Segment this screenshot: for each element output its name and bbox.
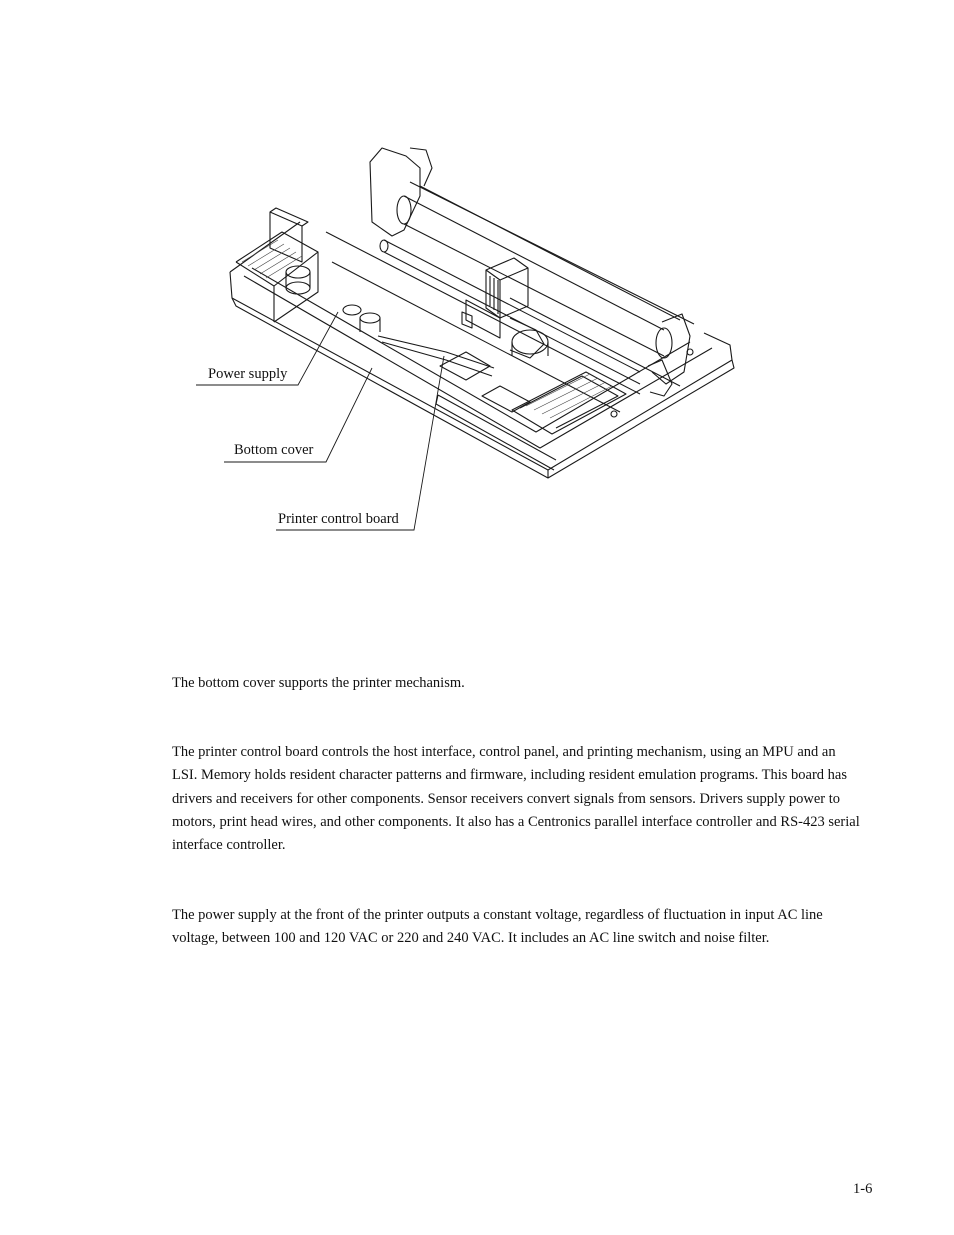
bottom-cover-paragraph: The bottom cover supports the printer mechanism.: [172, 675, 465, 691]
bottom-cover-label: Bottom cover: [234, 442, 314, 458]
power-supply-label: Power supply: [208, 366, 288, 382]
page-number: 1-6: [853, 1181, 873, 1197]
printer-control-board-label: Printer control board: [278, 511, 399, 527]
power-supply-paragraph: The power supply at the front of the printer outputs a constant voltage, regardless of fluctuation in input AC line voltage, between 100 and 120 VAC or 220 and 240 VAC. It includes an AC line switch and noise filter.: [172, 907, 823, 947]
printer-control-board-paragraph: The printer control board controls the host interface, control panel, and printing mechanism, using an MPU and an LSI. Memory holds resident character patterns and firmware, including resident emulation programs. This board has drivers and receivers for other components. Sensor receivers convert signals from sensors. Drivers supply power to motors, print head wires, and other components. It also has a Centronics parallel interface controller and RS-423 serial interface controller.: [172, 744, 860, 854]
printer-disassembly-figure: [0, 0, 954, 560]
printer-line-drawing: [0, 0, 954, 560]
